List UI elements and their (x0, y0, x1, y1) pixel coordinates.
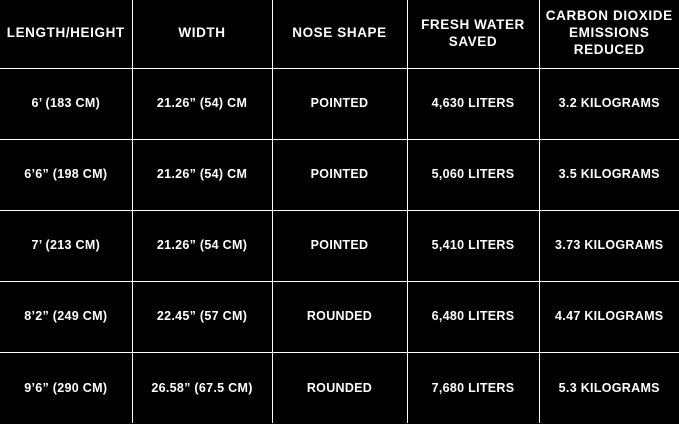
cell-length-height: 8’2” (249 CM) (0, 281, 132, 352)
cell-fresh-water-saved: 4,630 LITERS (407, 68, 539, 139)
table-row (0, 352, 679, 423)
cell-length-height: 6’6” (198 CM) (0, 139, 132, 210)
cell-length-height: 7’ (213 CM) (0, 210, 132, 281)
cell-fresh-water-saved: 5,410 LITERS (407, 210, 539, 281)
cell-width: 21.26” (54) CM (132, 139, 272, 210)
cell-width: 21.26” (54) CM (132, 68, 272, 139)
column-header-length-height: LENGTH/HEIGHT (0, 0, 132, 68)
cell-width: 21.26” (54 CM) (132, 210, 272, 281)
column-header-carbon-dioxide-emissions-reduced: CARBON DIOXIDE EMISSIONS REDUCED (539, 0, 679, 68)
cell-nose-shape: POINTED (272, 139, 407, 210)
column-header-fresh-water-saved: FRESH WATER SAVED (407, 0, 539, 68)
cell-nose-shape: ROUNDED (272, 281, 407, 352)
table-row (0, 68, 679, 139)
cell-fresh-water-saved: 6,480 LITERS (407, 281, 539, 352)
cell-nose-shape: ROUNDED (272, 352, 407, 423)
table-body (0, 68, 679, 423)
cell-co2-reduced: 3.73 KILOGRAMS (539, 210, 679, 281)
cell-length-height: 9’6” (290 CM) (0, 352, 132, 423)
cell-nose-shape: POINTED (272, 210, 407, 281)
cell-length-height: 6’ (183 CM) (0, 68, 132, 139)
cell-co2-reduced: 3.2 KILOGRAMS (539, 68, 679, 139)
cell-co2-reduced: 5.3 KILOGRAMS (558, 380, 660, 395)
cell-width: 26.58” (67.5 CM) (132, 352, 272, 423)
cell-width: 22.45” (57 CM) (132, 281, 272, 352)
table-row (0, 210, 679, 281)
table-row (0, 139, 679, 210)
cell-co2-reduced: 3.5 KILOGRAMS (539, 139, 679, 210)
column-header-width: WIDTH (132, 0, 272, 68)
table-header (0, 0, 679, 68)
table-row (0, 281, 679, 352)
cell-fresh-water-saved: 5,060 LITERS (407, 139, 539, 210)
cell-co2-reduced: 4.47 KILOGRAMS (539, 281, 679, 352)
column-header-nose-shape: NOSE SHAPE (272, 0, 407, 68)
header-row (0, 0, 679, 68)
cell-fresh-water-saved: 7,680 LITERS (407, 352, 539, 423)
cell-nose-shape: POINTED (272, 68, 407, 139)
